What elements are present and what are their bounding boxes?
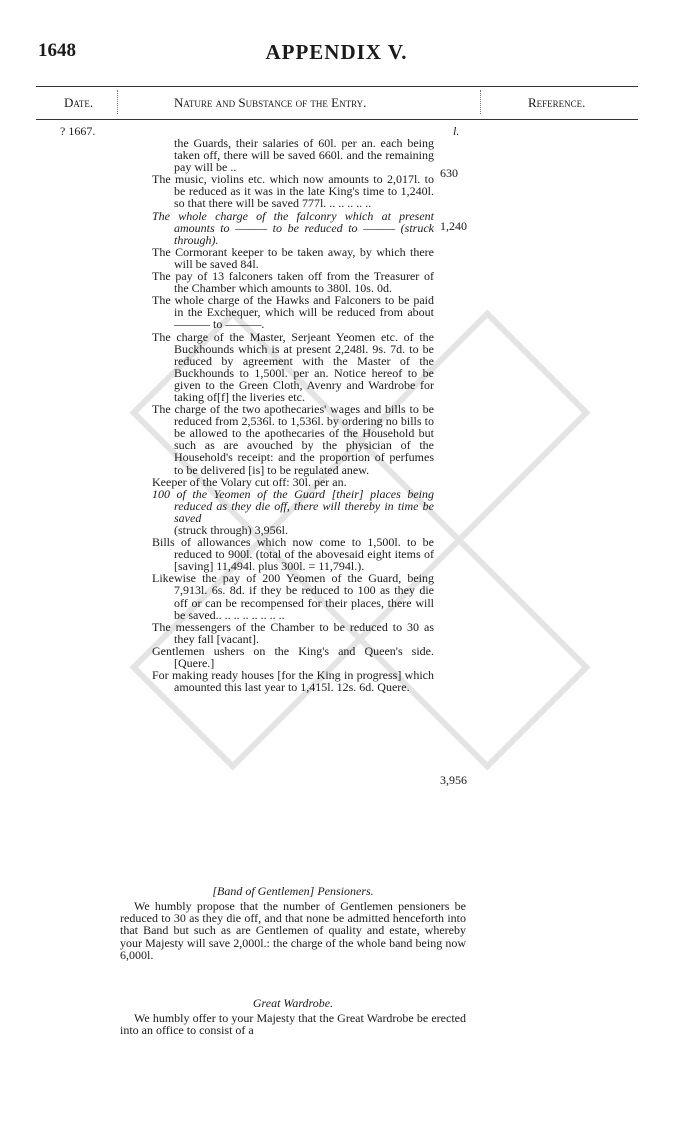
list-item: For making ready houses [for the King in progress] which amounted this last year to 1,415l. 12s. 6d. Quere. — [152, 668, 434, 695]
page-header — [0, 40, 673, 70]
list-item: The Cormorant keeper to be taken away, by which there will be saved 84l. — [152, 244, 434, 271]
column-headers — [36, 86, 638, 120]
list-item: The whole charge of the Hawks and Falconers to be paid in the Exchequer, which will be reduced from about ——— to ———. — [152, 293, 434, 332]
currency-unit: l. — [453, 124, 460, 138]
amount-value: 1,240 — [440, 219, 467, 233]
entry-list — [152, 137, 434, 693]
list-item: (struck through) 3,956l. — [174, 523, 288, 537]
list-item: The charge of the Master, Serjeant Yeomen etc. of the Buckhounds which is at present 2,248l. 9s. 7d. to be reduced by agreement with the Master of the Buckhounds to 1,500l. per an. Notice hereof to be given to the Green Cloth, Avenry and Wardrobe for taking of[f] the liveries etc. — [152, 329, 434, 404]
list-item: The charge of the two apothecaries' wages and bills to be reduced from 2,536l. to 1,536l. by ordering no bills to be allowed to the apothecaries of the Household but such as are avouched by the physician of the Household's receipt: and the proportion of perfumes to be delivered [is] to be regulated anew. — [152, 402, 434, 477]
section-heading-pensioners: [Band of Gentlemen] Pensioners. — [212, 884, 374, 898]
amount-value: 3,956 — [440, 773, 467, 787]
list-item: The whole charge of the falconry which at present amounts to ——— to be reduced to ——— (struck through). — [152, 208, 434, 247]
list-item: Likewise the pay of 200 Yeomen of the Guard, being 7,913l. 6s. 8d. if they be reduced to 100 as they die off or can be recompensed for their places, there will be saved.. .. .. .. .. .. .. .. — [152, 571, 434, 622]
column-header-entry: Nature and Substance of the Entry. — [174, 95, 367, 110]
column-divider — [480, 90, 481, 114]
entry-date: ? 1667. — [60, 124, 96, 138]
section-text-pensioners: We humbly propose that the number of Gentlemen pensioners be reduced to 30 as they die off, and that none be admitted henceforth into that Band but such as are Gentlemen of quality and estate, whereby your Majesty will save 2,000l.: the charge of the whole band being now 6,000l. — [120, 899, 466, 962]
running-title: APPENDIX V. — [265, 40, 408, 64]
page-number: 1648 — [38, 40, 76, 61]
list-item: The messengers of the Chamber to be reduced to 30 as they fall [vacant]. — [152, 619, 434, 646]
list-item: Gentlemen ushers on the King's and Queen's side. [Quere.] — [152, 643, 434, 671]
list-item: The music, violins etc. which now amounts to 2,017l. to be reduced as it was in the late King's time to 1,240l. so that there will be saved 777l. .. .. .. .. .. — [152, 172, 434, 211]
list-item: the Guards, their salaries of 60l. per an. each being taken off, there will be saved 660l. and the remaining pay will be .. — [174, 136, 434, 175]
list-item: Bills of allowances which now come to 1,500l. to be reduced to 900l. (total of the abovesaid eight items of [saving] 11,494l. plus 300l. = 11,794l.). — [152, 535, 434, 574]
column-header-reference: Reference. — [528, 95, 586, 110]
section-heading-wardrobe: Great Wardrobe. — [252, 996, 334, 1010]
list-item: The pay of 13 falconers taken off from the Treasurer of the Chamber which amounts to 380l. 10s. 0d. — [152, 269, 434, 296]
list-item: 100 of the Yeomen of the Guard [their] places being reduced as they die off, there will thereby in time be saved — [152, 486, 434, 525]
section-text-wardrobe: We humbly offer to your Majesty that the Great Wardrobe be erected into an office to consist of a — [120, 1011, 466, 1038]
list-item: Keeper of the Volary cut off: 30l. per an. — [152, 474, 347, 489]
amount-value: 630 — [440, 166, 458, 180]
column-header-date: Date. — [64, 95, 94, 110]
column-divider — [117, 90, 118, 114]
